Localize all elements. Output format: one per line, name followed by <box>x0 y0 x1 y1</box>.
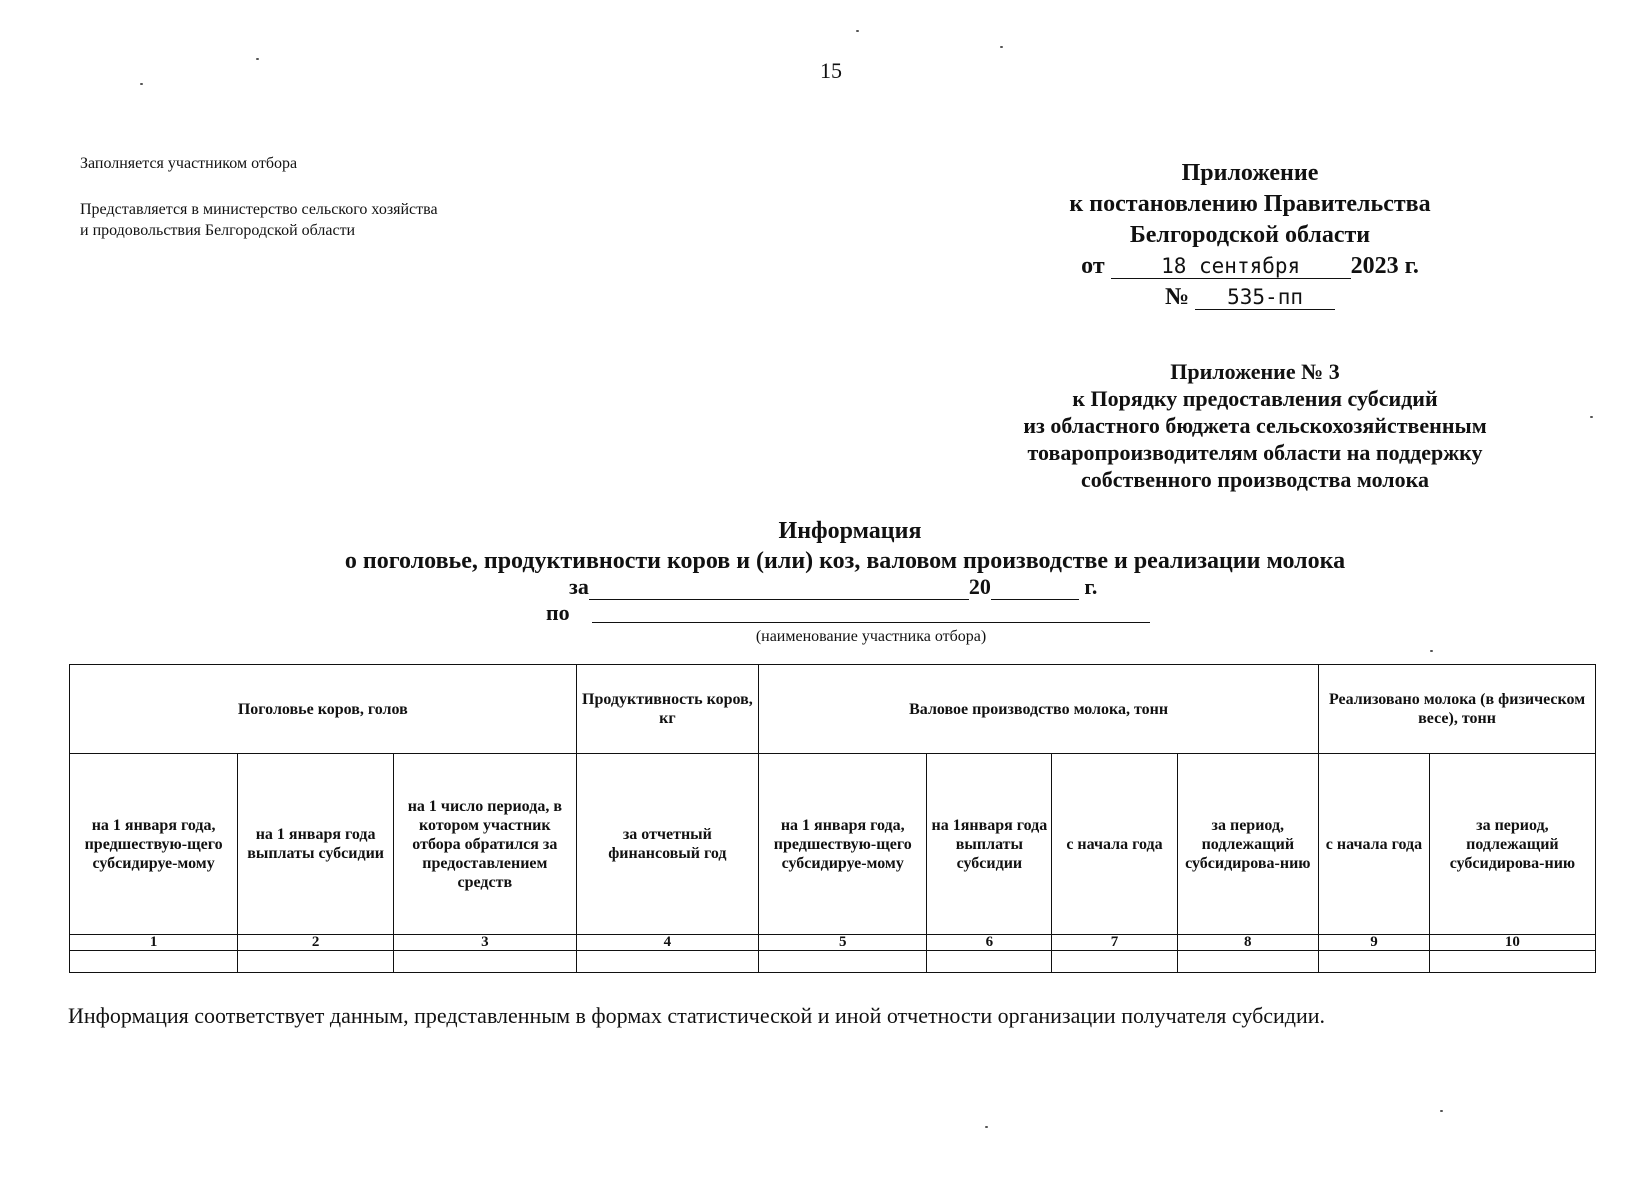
appendix-line-2: к постановлению Правительства <box>1069 191 1431 217</box>
info-subtitle: о поголовье, продуктивности коров и (или) коз, валовом производстве и реализации молока <box>344 548 1346 574</box>
group-header-productivity: Продуктивность коров, кг <box>576 665 759 754</box>
order-appendix-block <box>965 358 1545 493</box>
number-prefix: № <box>1164 284 1190 310</box>
scan-speck <box>1430 650 1433 652</box>
appendix-title: Приложение <box>1181 160 1319 186</box>
appendix3-title: Приложение № 3 <box>1170 359 1340 384</box>
scan-speck <box>140 83 143 85</box>
column-number-7: 7 <box>1052 935 1177 951</box>
sub-header-col-8: за период, подлежащий субсидирова-нию <box>1177 754 1319 935</box>
appendix3-line-2: к Порядку предоставления субсидий <box>1072 386 1438 411</box>
data-cell-7 <box>1052 951 1177 973</box>
data-cell-6 <box>927 951 1052 973</box>
column-number-1: 1 <box>70 935 238 951</box>
participant-prefix: по <box>546 600 570 625</box>
appendix3-line-5: собственного производства молока <box>1081 467 1429 492</box>
sub-header-col-1: на 1 января года, предшествую-щего субсидируе-мому <box>70 754 238 935</box>
filled-by-note: Заполняется участником отбора <box>80 155 298 172</box>
sub-header-col-6: на 1января года выплаты субсидии <box>927 754 1052 935</box>
data-entry-row <box>70 951 1596 973</box>
footer-statement: Информация соответствует данным, представленным в формах статистической и иной отчетности организации получателя субсидии. <box>68 1003 1326 1028</box>
appendix-number-line <box>1040 282 1460 313</box>
participant-blank <box>592 622 1150 623</box>
submitted-to-note <box>80 199 438 241</box>
data-cell-3 <box>394 951 577 973</box>
data-cell-5 <box>759 951 927 973</box>
column-number-10: 10 <box>1429 935 1595 951</box>
year-blank <box>991 577 1079 600</box>
appendix3-line-3: из областного бюджета сельскохозяйственным <box>1023 413 1487 438</box>
column-number-6: 6 <box>927 935 1052 951</box>
group-header-row <box>70 665 1596 754</box>
scan-speck <box>985 1126 988 1128</box>
column-number-8: 8 <box>1177 935 1319 951</box>
submitted-to-line-2: и продовольствия Белгородской области <box>80 222 356 239</box>
period-year: 20 <box>968 574 991 599</box>
sub-header-col-4: за отчетный финансовый год <box>576 754 759 935</box>
page-number: 15 <box>820 58 842 83</box>
column-number-4: 4 <box>576 935 759 951</box>
appendix-line-3: Белгородской области <box>1129 222 1371 248</box>
group-header-gross-production: Валовое производство молока, тонн <box>759 665 1319 754</box>
scan-speck <box>856 30 859 32</box>
data-cell-4 <box>576 951 759 973</box>
sub-header-col-7: с начала года <box>1052 754 1177 935</box>
column-number-2: 2 <box>238 935 394 951</box>
period-prefix: за <box>569 574 589 599</box>
column-number-9: 9 <box>1319 935 1430 951</box>
data-cell-10 <box>1429 951 1595 973</box>
period-suffix: г. <box>1084 574 1098 599</box>
sub-header-col-2: на 1 января года выплаты субсидии <box>238 754 394 935</box>
appendix-date-line <box>1040 251 1460 282</box>
sub-header-col-10: за период, подлежащий субсидирова-нию <box>1429 754 1595 935</box>
sub-header-col-3: на 1 число периода, в котором участник отбора обратился за предоставлением средств <box>394 754 577 935</box>
participant-caption: (наименование участника отбора) <box>755 628 987 645</box>
data-cell-2 <box>238 951 394 973</box>
scan-speck <box>1000 46 1003 48</box>
scan-speck <box>1440 1110 1443 1112</box>
data-cell-1 <box>70 951 238 973</box>
data-cell-9 <box>1319 951 1430 973</box>
sub-header-col-9: с начала года <box>1319 754 1430 935</box>
sub-header-col-5: на 1 января года, предшествую-щего субсидируе-мому <box>759 754 927 935</box>
date-prefix: от <box>1081 253 1105 279</box>
data-cell-8 <box>1177 951 1319 973</box>
date-value: 18 сентября <box>1111 254 1351 279</box>
sub-header-row <box>70 754 1596 935</box>
column-number-3: 3 <box>394 935 577 951</box>
group-header-sold: Реализовано молока (в физическом весе), тонн <box>1319 665 1596 754</box>
column-number-row <box>70 935 1596 951</box>
livestock-milk-table <box>69 664 1596 973</box>
period-blank <box>589 577 969 600</box>
resolution-appendix-block <box>1040 158 1460 313</box>
number-value: 535-пп <box>1195 285 1335 310</box>
date-suffix: 2023 г. <box>1350 253 1419 279</box>
scan-speck <box>256 58 259 60</box>
info-title: Информация <box>778 518 922 544</box>
column-number-5: 5 <box>759 935 927 951</box>
scan-speck <box>1590 416 1593 418</box>
submitted-to-line-1: Представляется в министерство сельского хозяйства <box>80 201 438 218</box>
group-header-herd: Поголовье коров, голов <box>70 665 577 754</box>
appendix3-line-4: товаропроизводителям области на поддержку <box>1027 440 1483 465</box>
period-line <box>569 574 1097 600</box>
